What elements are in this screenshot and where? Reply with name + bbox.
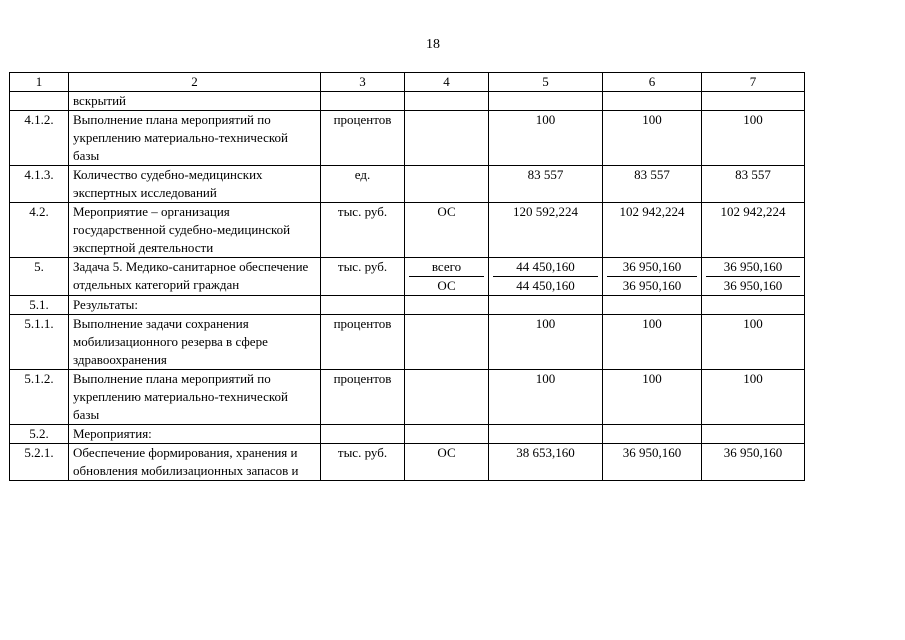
row-value-5: 100 (489, 370, 603, 425)
indicators-table (9, 72, 805, 481)
table-row (10, 203, 805, 258)
row-source (405, 296, 489, 315)
row-description: Выполнение задачи сохранения мобилизационного резерва в сфере здравоохранения (69, 315, 321, 370)
row-value-5: 38 653,160 (489, 444, 603, 481)
column-header: 1 (10, 73, 69, 92)
row-value-6-split (603, 258, 702, 296)
column-header: 3 (321, 73, 405, 92)
column-header: 6 (603, 73, 702, 92)
column-header: 7 (702, 73, 805, 92)
row-number: 4.1.2. (10, 111, 69, 166)
row-value-7-split (702, 258, 805, 296)
row-value-5-total: 44 450,160 (516, 259, 575, 274)
row-value-6: 36 950,160 (603, 444, 702, 481)
column-number-row (10, 73, 805, 92)
row-description: Результаты: (69, 296, 321, 315)
row-number: 5.2.1. (10, 444, 69, 481)
table-row (10, 166, 805, 203)
row-value-5 (489, 92, 603, 111)
row-number: 5. (10, 258, 69, 296)
row-unit: процентов (321, 315, 405, 370)
column-header: 5 (489, 73, 603, 92)
row-value-7: 102 942,224 (702, 203, 805, 258)
row-source: ОС (405, 444, 489, 481)
row-number: 5.1.1. (10, 315, 69, 370)
row-value-7: 36 950,160 (702, 444, 805, 481)
row-description: вскрытий (69, 92, 321, 111)
row-value-5: 100 (489, 111, 603, 166)
row-description: Выполнение плана мероприятий по укреплению материально-технической базы (69, 370, 321, 425)
row-value-7 (702, 425, 805, 444)
row-value-7-os: 36 950,160 (706, 276, 800, 295)
row-source-os: ОС (409, 276, 484, 295)
row-value-6 (603, 296, 702, 315)
row-number: 4.1.3. (10, 166, 69, 203)
row-number: 4.2. (10, 203, 69, 258)
row-source (405, 92, 489, 111)
table-row (10, 444, 805, 481)
row-value-5 (489, 425, 603, 444)
row-number: 5.1. (10, 296, 69, 315)
row-source: ОС (405, 203, 489, 258)
row-value-7-total: 36 950,160 (723, 259, 783, 274)
row-description: Количество судебно-медицинских экспертных исследований (69, 166, 321, 203)
row-description: Задача 5. Медико-санитарное обеспечение отдельных категорий граждан (69, 258, 321, 296)
row-value-5 (489, 296, 603, 315)
row-unit: процентов (321, 111, 405, 166)
row-unit: тыс. руб. (321, 203, 405, 258)
row-source-total: всего (431, 259, 462, 274)
row-value-7: 83 557 (702, 166, 805, 203)
row-value-6: 102 942,224 (603, 203, 702, 258)
row-unit (321, 92, 405, 111)
row-source-split (405, 258, 489, 296)
row-description: Мероприятие – организация государственной судебно-медицинской экспертной деятельности (69, 203, 321, 258)
column-header: 4 (405, 73, 489, 92)
table-row (10, 315, 805, 370)
row-value-7: 100 (702, 315, 805, 370)
row-unit: тыс. руб. (321, 444, 405, 481)
row-value-6-total: 36 950,160 (622, 259, 682, 274)
row-unit: ед. (321, 166, 405, 203)
row-unit (321, 425, 405, 444)
column-header: 2 (69, 73, 321, 92)
row-value-6: 100 (603, 315, 702, 370)
row-value-5: 120 592,224 (489, 203, 603, 258)
row-value-7 (702, 92, 805, 111)
row-unit: процентов (321, 370, 405, 425)
row-value-6: 100 (603, 111, 702, 166)
row-value-6-os: 36 950,160 (607, 276, 697, 295)
row-value-7: 100 (702, 111, 805, 166)
row-value-6 (603, 425, 702, 444)
row-value-7: 100 (702, 370, 805, 425)
row-value-5-os: 44 450,160 (493, 276, 598, 295)
row-value-5: 83 557 (489, 166, 603, 203)
table-row (10, 92, 805, 111)
row-description: Выполнение плана мероприятий по укреплению материально-технической базы (69, 111, 321, 166)
row-number: 5.2. (10, 425, 69, 444)
row-unit: тыс. руб. (321, 258, 405, 296)
table-row (10, 425, 805, 444)
row-source (405, 166, 489, 203)
page-number: 18 (426, 37, 440, 52)
row-value-5: 100 (489, 315, 603, 370)
table-row (10, 111, 805, 166)
row-source (405, 425, 489, 444)
row-value-6 (603, 92, 702, 111)
row-source (405, 315, 489, 370)
table-row (10, 258, 805, 296)
row-description: Мероприятия: (69, 425, 321, 444)
row-number: 5.1.2. (10, 370, 69, 425)
table-row (10, 296, 805, 315)
row-unit (321, 296, 405, 315)
row-source (405, 370, 489, 425)
row-source (405, 111, 489, 166)
row-description: Обеспечение формирования, хранения и обновления мобилизационных запасов и (69, 444, 321, 481)
table-row (10, 370, 805, 425)
row-value-6: 100 (603, 370, 702, 425)
row-value-7 (702, 296, 805, 315)
row-number (10, 92, 69, 111)
row-value-5-split (489, 258, 603, 296)
row-value-6: 83 557 (603, 166, 702, 203)
